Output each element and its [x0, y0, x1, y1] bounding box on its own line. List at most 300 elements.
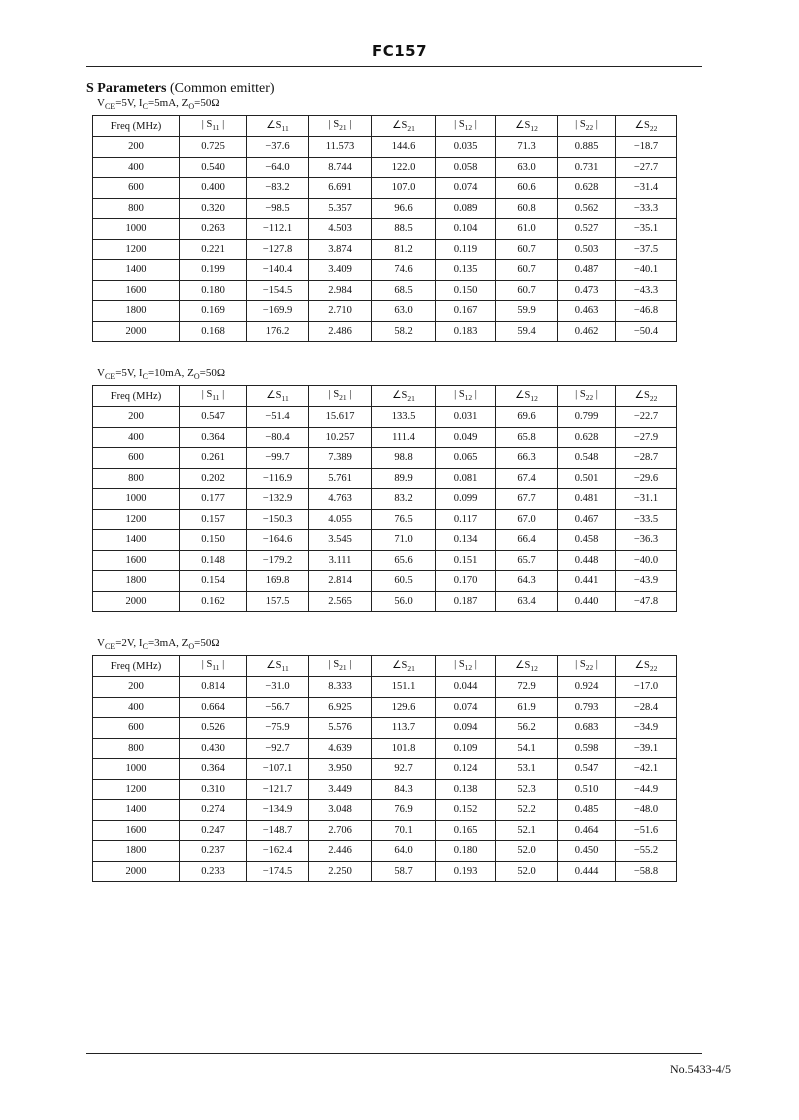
cell-s12-mag: 0.183 [436, 321, 496, 342]
cell-s22-mag: 0.527 [558, 219, 616, 240]
cell-s12-angle: 60.7 [496, 280, 558, 301]
cell-freq: 200 [93, 677, 180, 698]
cell-s12-angle: 53.1 [496, 759, 558, 780]
table-row [93, 301, 677, 322]
table-row [93, 718, 677, 739]
cell-s11-mag: 0.364 [180, 427, 247, 448]
cell-s21-angle: 64.0 [372, 841, 436, 862]
table-row [93, 841, 677, 862]
cell-s22-mag: 0.510 [558, 779, 616, 800]
cell-s22-angle: −58.8 [616, 861, 677, 882]
col-s21-mag: | $S_{21}$ | [309, 656, 372, 677]
cell-s22-mag: 0.799 [558, 407, 616, 428]
col-s22-mag: | $S_{22}$ | [558, 656, 616, 677]
cell-s21-mag: 4.503 [309, 219, 372, 240]
cell-s12-mag: 0.170 [436, 571, 496, 592]
cell-s22-angle: −42.1 [616, 759, 677, 780]
cell-freq: 800 [93, 468, 180, 489]
cell-s22-angle: −27.7 [616, 157, 677, 178]
cell-s22-mag: 0.924 [558, 677, 616, 698]
cell-s22-angle: −50.4 [616, 321, 677, 342]
cell-s11-angle: −51.4 [247, 407, 309, 428]
cell-s11-mag: 0.261 [180, 448, 247, 469]
cell-s11-angle: −150.3 [247, 509, 309, 530]
cell-s12-mag: 0.119 [436, 239, 496, 260]
cell-s11-mag: 0.400 [180, 178, 247, 199]
cell-s11-angle: −162.4 [247, 841, 309, 862]
cell-s22-angle: −36.3 [616, 530, 677, 551]
table-row [93, 489, 677, 510]
cell-s22-angle: −43.9 [616, 571, 677, 592]
cell-s12-mag: 0.138 [436, 779, 496, 800]
table-row [93, 738, 677, 759]
cell-s21-mag: 3.449 [309, 779, 372, 800]
section-title: S Parameters [86, 81, 167, 96]
cell-s11-mag: 0.430 [180, 738, 247, 759]
cell-s12-mag: 0.151 [436, 550, 496, 571]
cell-s11-angle: −148.7 [247, 820, 309, 841]
cell-s11-mag: 0.263 [180, 219, 247, 240]
condition-z-sub: O [188, 642, 195, 652]
cell-s22-angle: −39.1 [616, 738, 677, 759]
col-s21-angle: $\angle S_{21}$ [372, 116, 436, 137]
cell-s11-mag: 0.221 [180, 239, 247, 260]
col-s21-mag: | $S_{21}$ | [309, 386, 372, 407]
col-freq: Freq (MHz) [93, 656, 180, 677]
cell-s12-angle: 61.9 [496, 697, 558, 718]
cell-freq: 600 [93, 718, 180, 739]
cell-s21-angle: 76.9 [372, 800, 436, 821]
measurement-condition [97, 97, 220, 111]
cell-s11-mag: 0.202 [180, 468, 247, 489]
cell-s22-mag: 0.463 [558, 301, 616, 322]
cell-s22-mag: 0.628 [558, 427, 616, 448]
col-s11-mag: | $S_{11}$ | [180, 116, 247, 137]
table-row [93, 157, 677, 178]
cell-s22-angle: −28.4 [616, 697, 677, 718]
cell-s21-mag: 3.545 [309, 530, 372, 551]
cell-s21-angle: 92.7 [372, 759, 436, 780]
cell-s22-mag: 0.598 [558, 738, 616, 759]
col-s11-mag: | $S_{11}$ | [180, 386, 247, 407]
cell-s22-mag: 0.885 [558, 137, 616, 158]
cell-s22-angle: −37.5 [616, 239, 677, 260]
cell-s21-mag: 10.257 [309, 427, 372, 448]
cell-s12-mag: 0.150 [436, 280, 496, 301]
cell-s12-angle: 52.0 [496, 841, 558, 862]
cell-s11-mag: 0.664 [180, 697, 247, 718]
condition-v: V [97, 97, 105, 109]
cell-s22-mag: 0.628 [558, 178, 616, 199]
cell-s22-angle: −44.9 [616, 779, 677, 800]
cell-s12-angle: 65.8 [496, 427, 558, 448]
table-header-row [93, 656, 677, 677]
cell-s22-angle: −35.1 [616, 219, 677, 240]
cell-s11-angle: −107.1 [247, 759, 309, 780]
table-row [93, 239, 677, 260]
cell-s22-mag: 0.503 [558, 239, 616, 260]
cell-s21-mag: 5.761 [309, 468, 372, 489]
cell-s22-angle: −55.2 [616, 841, 677, 862]
cell-freq: 1400 [93, 800, 180, 821]
cell-s22-angle: −18.7 [616, 137, 677, 158]
table-row [93, 178, 677, 199]
cell-s21-angle: 89.9 [372, 468, 436, 489]
cell-freq: 1400 [93, 260, 180, 281]
condition-v-sub: CE [104, 642, 116, 652]
col-s22-angle: $\angle S_{22}$ [616, 656, 677, 677]
cell-s21-angle: 107.0 [372, 178, 436, 199]
cell-s12-angle: 65.7 [496, 550, 558, 571]
cell-freq: 1000 [93, 489, 180, 510]
cell-freq: 1800 [93, 301, 180, 322]
cell-s11-angle: −80.4 [247, 427, 309, 448]
cell-freq: 1600 [93, 280, 180, 301]
cell-s11-angle: −154.5 [247, 280, 309, 301]
condition-i-sub: C [142, 102, 148, 112]
cell-s21-angle: 63.0 [372, 301, 436, 322]
cell-s12-angle: 63.4 [496, 591, 558, 612]
cell-s21-angle: 60.5 [372, 571, 436, 592]
cell-freq: 1600 [93, 820, 180, 841]
col-s11-angle: $\angle S_{11}$ [247, 656, 309, 677]
cell-s12-angle: 61.0 [496, 219, 558, 240]
cell-s12-mag: 0.104 [436, 219, 496, 240]
cell-freq: 400 [93, 427, 180, 448]
cell-s11-angle: −140.4 [247, 260, 309, 281]
cell-s12-mag: 0.152 [436, 800, 496, 821]
cell-s21-mag: 3.048 [309, 800, 372, 821]
cell-s22-mag: 0.458 [558, 530, 616, 551]
cell-freq: 1200 [93, 239, 180, 260]
condition-i-sub: C [142, 372, 148, 382]
cell-s21-mag: 2.446 [309, 841, 372, 862]
cell-s21-angle: 65.6 [372, 550, 436, 571]
cell-s12-angle: 69.6 [496, 407, 558, 428]
condition-v: V [97, 637, 105, 649]
condition-z-val: =50Ω [199, 367, 226, 379]
col-s12-angle: $\angle S_{12}$ [496, 386, 558, 407]
condition-z-sub: O [188, 102, 195, 112]
cell-s12-angle: 52.3 [496, 779, 558, 800]
table-row [93, 407, 677, 428]
cell-s11-angle: −92.7 [247, 738, 309, 759]
cell-s11-angle: 169.8 [247, 571, 309, 592]
cell-s11-mag: 0.526 [180, 718, 247, 739]
col-s22-angle: $\angle S_{22}$ [616, 116, 677, 137]
table-row [93, 219, 677, 240]
table-row [93, 427, 677, 448]
cell-s12-angle: 60.7 [496, 260, 558, 281]
cell-s12-mag: 0.180 [436, 841, 496, 862]
cell-s21-mag: 3.409 [309, 260, 372, 281]
cell-s21-angle: 96.6 [372, 198, 436, 219]
cell-s22-mag: 0.450 [558, 841, 616, 862]
cell-s22-mag: 0.501 [558, 468, 616, 489]
cell-s21-mag: 2.250 [309, 861, 372, 882]
table-header-row [93, 116, 677, 137]
section-heading [86, 81, 275, 97]
cell-s11-mag: 0.154 [180, 571, 247, 592]
condition-i-val: =3mA, Z [147, 637, 189, 649]
cell-freq: 400 [93, 157, 180, 178]
table-row [93, 677, 677, 698]
cell-s12-angle: 71.3 [496, 137, 558, 158]
cell-s12-angle: 67.7 [496, 489, 558, 510]
table-row [93, 861, 677, 882]
cell-s12-angle: 56.2 [496, 718, 558, 739]
cell-freq: 1200 [93, 779, 180, 800]
cell-s22-mag: 0.440 [558, 591, 616, 612]
col-s12-mag: | $S_{12}$ | [436, 386, 496, 407]
cell-s21-angle: 58.2 [372, 321, 436, 342]
cell-s11-mag: 0.274 [180, 800, 247, 821]
cell-s22-angle: −17.0 [616, 677, 677, 698]
cell-s12-angle: 64.3 [496, 571, 558, 592]
col-s22-mag: | $S_{22}$ | [558, 116, 616, 137]
cell-s12-angle: 54.1 [496, 738, 558, 759]
cell-s21-angle: 122.0 [372, 157, 436, 178]
col-s21-angle: $\angle S_{21}$ [372, 656, 436, 677]
condition-z-val: =50Ω [194, 637, 220, 649]
col-s12-angle: $\angle S_{12}$ [496, 656, 558, 677]
cell-s21-mag: 2.710 [309, 301, 372, 322]
col-freq: Freq (MHz) [93, 116, 180, 137]
cell-s11-mag: 0.169 [180, 301, 247, 322]
cell-s12-angle: 59.4 [496, 321, 558, 342]
cell-s22-mag: 0.731 [558, 157, 616, 178]
cell-s22-angle: −27.9 [616, 427, 677, 448]
col-s22-angle: $\angle S_{22}$ [616, 386, 677, 407]
cell-s21-angle: 74.6 [372, 260, 436, 281]
cell-s12-angle: 52.1 [496, 820, 558, 841]
table-row [93, 759, 677, 780]
col-s12-mag: | $S_{12}$ | [436, 656, 496, 677]
footer-rule [86, 1053, 702, 1054]
table-row [93, 820, 677, 841]
cell-s12-angle: 67.4 [496, 468, 558, 489]
cell-s11-mag: 0.237 [180, 841, 247, 862]
cell-s11-mag: 0.199 [180, 260, 247, 281]
cell-s12-angle: 52.2 [496, 800, 558, 821]
cell-s11-angle: −56.7 [247, 697, 309, 718]
condition-i-sub: C [142, 642, 148, 652]
condition-v-sub: CE [104, 102, 116, 112]
cell-s21-mag: 8.333 [309, 677, 372, 698]
cell-s22-mag: 0.485 [558, 800, 616, 821]
cell-s12-mag: 0.058 [436, 157, 496, 178]
cell-s12-angle: 66.3 [496, 448, 558, 469]
cell-s21-angle: 84.3 [372, 779, 436, 800]
cell-s21-mag: 2.814 [309, 571, 372, 592]
col-s21-angle: $\angle S_{21}$ [372, 386, 436, 407]
cell-s21-angle: 111.4 [372, 427, 436, 448]
cell-s12-mag: 0.167 [436, 301, 496, 322]
cell-s22-angle: −29.6 [616, 468, 677, 489]
cell-s22-mag: 0.441 [558, 571, 616, 592]
cell-s21-angle: 88.5 [372, 219, 436, 240]
col-freq: Freq (MHz) [93, 386, 180, 407]
cell-s11-mag: 0.310 [180, 779, 247, 800]
cell-s12-mag: 0.049 [436, 427, 496, 448]
cell-s21-mag: 4.639 [309, 738, 372, 759]
cell-freq: 400 [93, 697, 180, 718]
cell-s21-angle: 144.6 [372, 137, 436, 158]
cell-s22-angle: −40.0 [616, 550, 677, 571]
cell-s11-mag: 0.168 [180, 321, 247, 342]
cell-s22-mag: 0.683 [558, 718, 616, 739]
cell-s12-mag: 0.124 [436, 759, 496, 780]
cell-s11-angle: −98.5 [247, 198, 309, 219]
cell-s12-mag: 0.134 [436, 530, 496, 551]
cell-s11-angle: −112.1 [247, 219, 309, 240]
cell-freq: 2000 [93, 591, 180, 612]
cell-s21-mag: 5.357 [309, 198, 372, 219]
cell-s22-mag: 0.464 [558, 820, 616, 841]
cell-freq: 1600 [93, 550, 180, 571]
cell-s22-mag: 0.562 [558, 198, 616, 219]
condition-v: V [97, 367, 105, 379]
cell-s12-mag: 0.065 [436, 448, 496, 469]
condition-v-val: =5V, I [115, 367, 143, 379]
cell-s21-angle: 151.1 [372, 677, 436, 698]
cell-s22-angle: −33.3 [616, 198, 677, 219]
cell-s11-mag: 0.814 [180, 677, 247, 698]
cell-s22-mag: 0.448 [558, 550, 616, 571]
table-row [93, 321, 677, 342]
cell-s12-mag: 0.081 [436, 468, 496, 489]
cell-s22-angle: −48.0 [616, 800, 677, 821]
cell-s22-angle: −51.6 [616, 820, 677, 841]
cell-freq: 200 [93, 407, 180, 428]
cell-s11-angle: −31.0 [247, 677, 309, 698]
cell-freq: 1800 [93, 571, 180, 592]
cell-s21-angle: 81.2 [372, 239, 436, 260]
cell-s21-mag: 15.617 [309, 407, 372, 428]
cell-s11-angle: −83.2 [247, 178, 309, 199]
cell-s11-angle: −179.2 [247, 550, 309, 571]
s-parameter-table-3 [92, 655, 677, 882]
cell-s21-mag: 4.763 [309, 489, 372, 510]
cell-s11-mag: 0.162 [180, 591, 247, 612]
table-row [93, 260, 677, 281]
cell-freq: 1000 [93, 759, 180, 780]
cell-s12-angle: 60.8 [496, 198, 558, 219]
cell-s21-mag: 6.925 [309, 697, 372, 718]
col-s12-angle: $\angle S_{12}$ [496, 116, 558, 137]
cell-s11-angle: 176.2 [247, 321, 309, 342]
table-row [93, 468, 677, 489]
cell-s12-mag: 0.074 [436, 178, 496, 199]
table-row [93, 550, 677, 571]
cell-s21-mag: 2.565 [309, 591, 372, 612]
cell-s21-mag: 8.744 [309, 157, 372, 178]
cell-s11-angle: −164.6 [247, 530, 309, 551]
cell-s11-angle: −121.7 [247, 779, 309, 800]
table-row [93, 697, 677, 718]
cell-s11-angle: −132.9 [247, 489, 309, 510]
document-number: No.5433-4/5 [670, 1062, 731, 1076]
cell-s21-mag: 2.706 [309, 820, 372, 841]
cell-s12-angle: 63.0 [496, 157, 558, 178]
cell-s21-mag: 7.389 [309, 448, 372, 469]
col-s11-angle: $\angle S_{11}$ [247, 386, 309, 407]
cell-s22-mag: 0.548 [558, 448, 616, 469]
cell-s12-mag: 0.031 [436, 407, 496, 428]
col-s11-angle: $\angle S_{11}$ [247, 116, 309, 137]
cell-s12-mag: 0.044 [436, 677, 496, 698]
condition-z-sub: O [193, 372, 200, 382]
cell-s21-mag: 3.950 [309, 759, 372, 780]
cell-s11-angle: −75.9 [247, 718, 309, 739]
table-header-row [93, 386, 677, 407]
cell-s22-mag: 0.793 [558, 697, 616, 718]
cell-s12-mag: 0.035 [436, 137, 496, 158]
cell-s22-angle: −33.5 [616, 509, 677, 530]
cell-s12-mag: 0.135 [436, 260, 496, 281]
cell-s21-mag: 4.055 [309, 509, 372, 530]
cell-freq: 1000 [93, 219, 180, 240]
col-s21-mag: | $S_{21}$ | [309, 116, 372, 137]
cell-s12-mag: 0.099 [436, 489, 496, 510]
cell-s11-angle: −116.9 [247, 468, 309, 489]
table-row [93, 280, 677, 301]
cell-s11-angle: −37.6 [247, 137, 309, 158]
cell-s11-mag: 0.157 [180, 509, 247, 530]
cell-s12-mag: 0.094 [436, 718, 496, 739]
cell-s11-angle: −134.9 [247, 800, 309, 821]
cell-s22-mag: 0.473 [558, 280, 616, 301]
page-title: FC157 [371, 42, 428, 60]
cell-s11-mag: 0.150 [180, 530, 247, 551]
cell-s21-mag: 5.576 [309, 718, 372, 739]
cell-s22-angle: −34.9 [616, 718, 677, 739]
cell-s11-mag: 0.247 [180, 820, 247, 841]
cell-s11-mag: 0.364 [180, 759, 247, 780]
cell-s21-angle: 70.1 [372, 820, 436, 841]
table-row [93, 591, 677, 612]
col-s11-mag: | $S_{11}$ | [180, 656, 247, 677]
cell-s11-mag: 0.540 [180, 157, 247, 178]
cell-s11-angle: −127.8 [247, 239, 309, 260]
cell-s21-angle: 76.5 [372, 509, 436, 530]
cell-s21-mag: 3.111 [309, 550, 372, 571]
cell-s12-angle: 72.9 [496, 677, 558, 698]
cell-s11-mag: 0.233 [180, 861, 247, 882]
cell-s12-angle: 67.0 [496, 509, 558, 530]
cell-s12-mag: 0.109 [436, 738, 496, 759]
s-parameter-table-2 [92, 385, 677, 612]
cell-s21-angle: 101.8 [372, 738, 436, 759]
table-row [93, 448, 677, 469]
cell-s22-mag: 0.444 [558, 861, 616, 882]
cell-s21-mag: 6.691 [309, 178, 372, 199]
measurement-condition [97, 637, 220, 651]
cell-s21-mag: 2.984 [309, 280, 372, 301]
table-row [93, 800, 677, 821]
cell-s22-mag: 0.467 [558, 509, 616, 530]
cell-s12-angle: 60.7 [496, 239, 558, 260]
cell-s21-angle: 58.7 [372, 861, 436, 882]
cell-s12-mag: 0.165 [436, 820, 496, 841]
measurement-condition [97, 367, 225, 381]
cell-freq: 600 [93, 178, 180, 199]
cell-s22-angle: −22.7 [616, 407, 677, 428]
condition-v-val: =2V, I [115, 637, 143, 649]
table-row [93, 137, 677, 158]
table-row [93, 198, 677, 219]
col-s22-mag: | $S_{22}$ | [558, 386, 616, 407]
